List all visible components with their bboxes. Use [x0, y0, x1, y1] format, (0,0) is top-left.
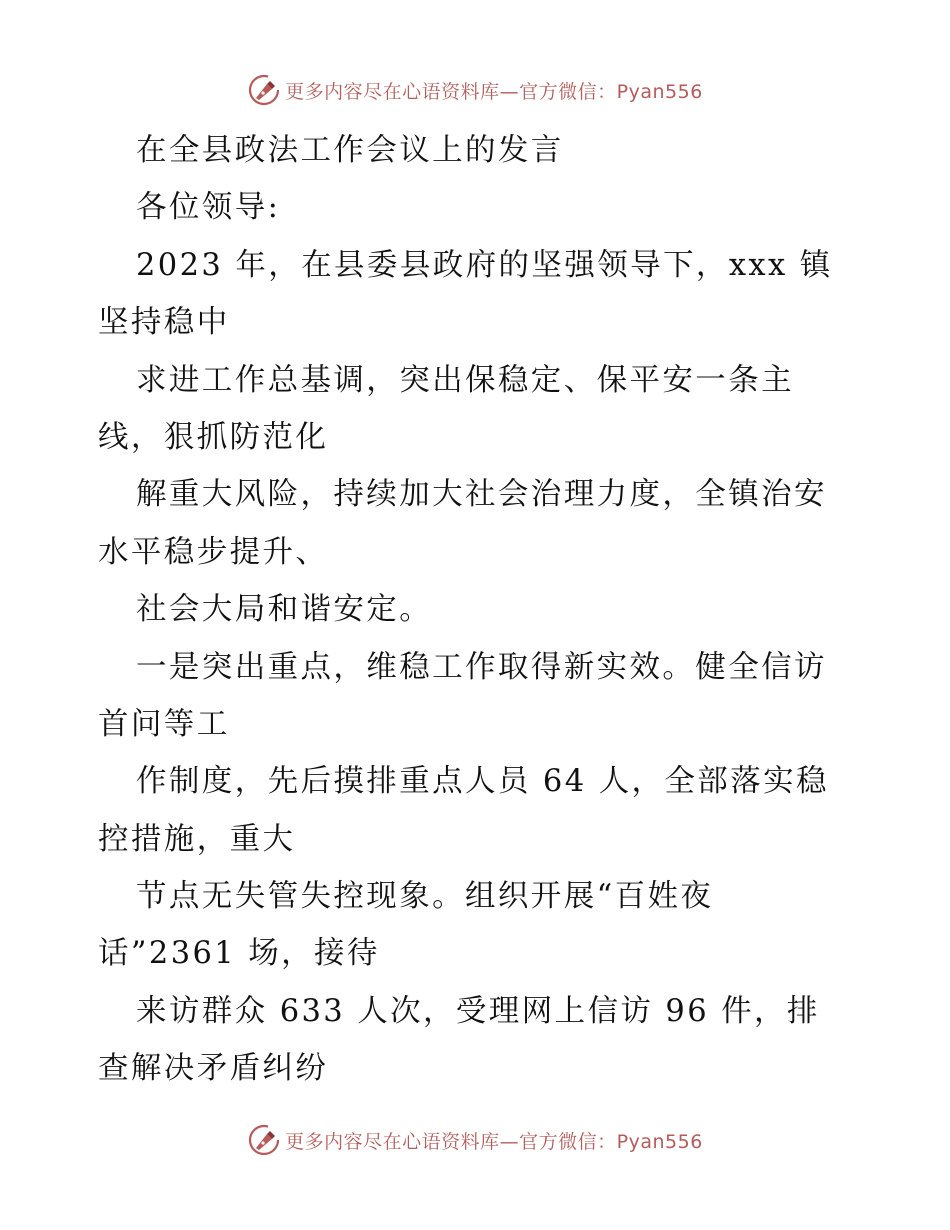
text-line: 作制度，先后摸排重点人员 64 人，全部落实稳 [136, 764, 829, 800]
text-line: 解重大风险，持续加大社会治理力度，全镇治安 [136, 477, 827, 513]
text-line: 节点无失管失控现象。组织开展“百姓夜 [136, 879, 714, 915]
text-line: 首问等工 [98, 706, 230, 742]
document-body [98, 122, 858, 1098]
pen-nib-logo-icon [247, 1123, 281, 1157]
text-line: 来访群众 633 人次，受理网上信访 96 件，排 [136, 993, 820, 1029]
banner-text: 更多内容尽在心语资料库—官方微信：Pyan556 [285, 1130, 703, 1153]
banner-text: 更多内容尽在心语资料库—官方微信：Pyan556 [285, 80, 703, 103]
text-line: 线，狠抓防范化 [98, 419, 329, 455]
text-line: 控措施，重大 [98, 821, 296, 857]
text-line: 各位领导: [136, 190, 281, 226]
text-line: 社会大局和谐安定。 [136, 592, 433, 628]
text-line: 查解决矛盾纠纷 [98, 1051, 329, 1087]
footer-banner [0, 1120, 950, 1160]
pen-nib-logo-icon [247, 73, 281, 107]
text-line: 坚持稳中 [98, 305, 230, 341]
text-line: 在全县政法工作会议上的发言 [136, 133, 564, 168]
header-banner [0, 70, 950, 110]
text-line: 水平稳步提升、 [98, 534, 329, 570]
text-line: 求进工作总基调，突出保稳定、保平安一条主 [136, 362, 794, 398]
text-line: 一是突出重点，维稳工作取得新实效。健全信访 [136, 649, 827, 685]
text-line: 话”2361 场，接待 [98, 936, 380, 972]
text-line: 2023 年，在县委县政府的坚强领导下，xxx 镇 [136, 247, 833, 283]
